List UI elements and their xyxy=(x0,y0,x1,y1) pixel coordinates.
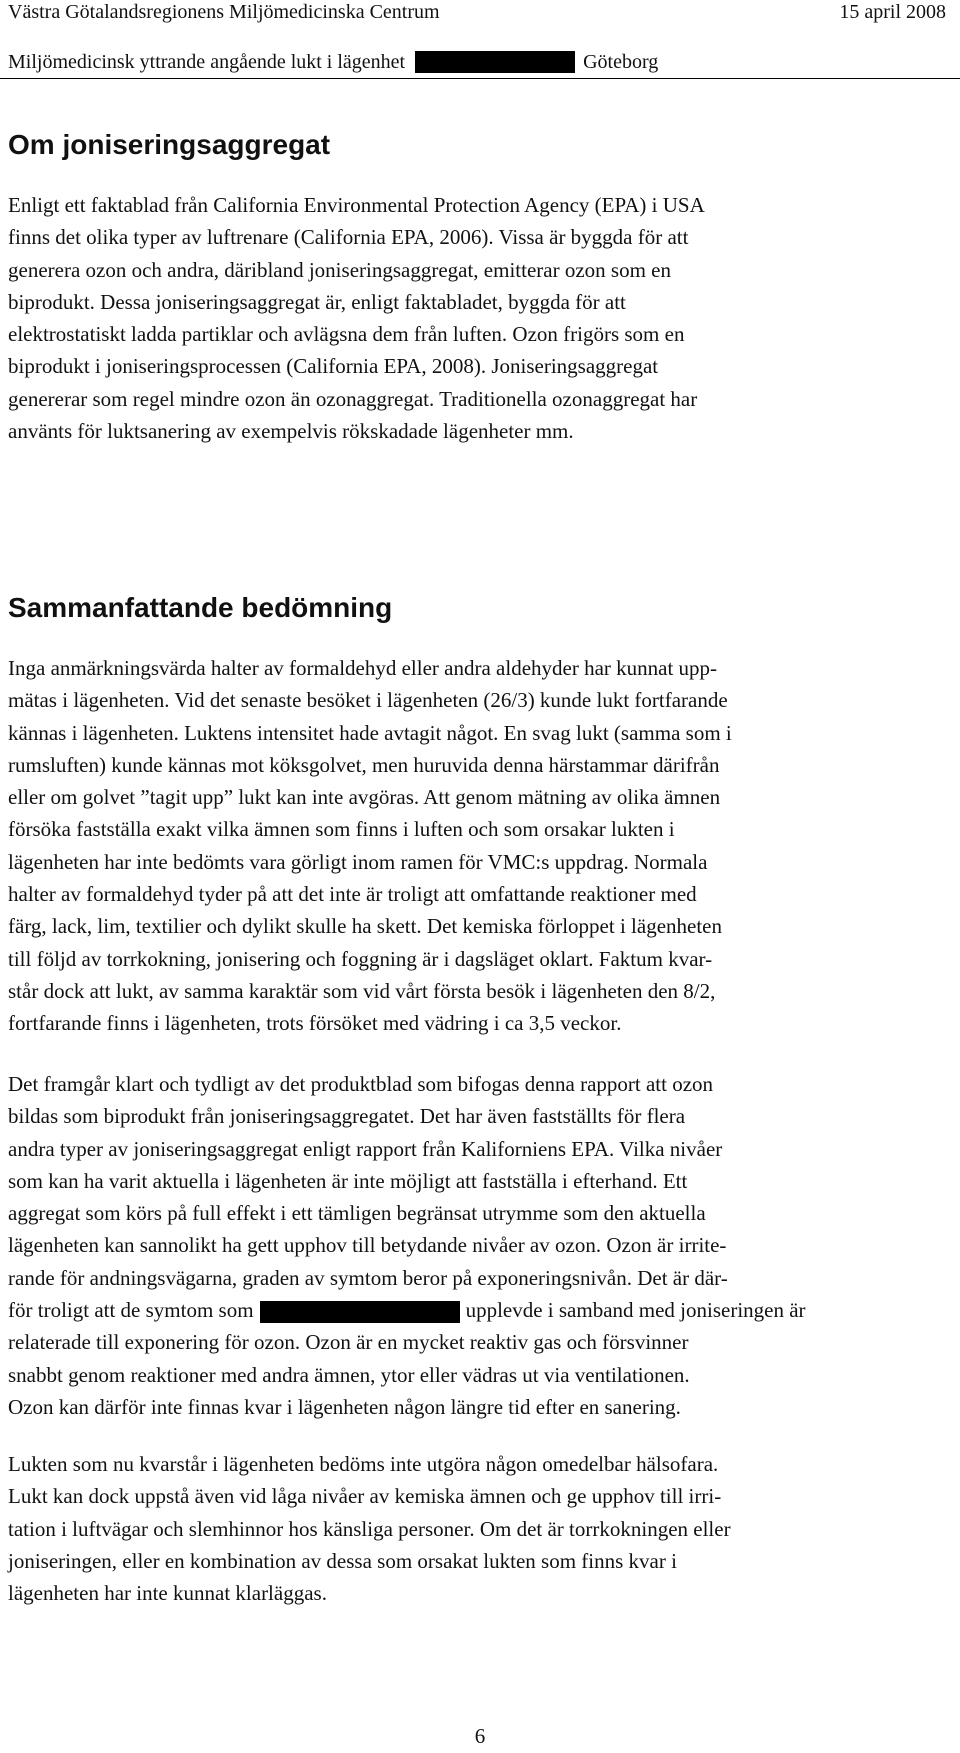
text-line: joniseringen, eller en kombination av dessa som orsakat lukten som finns kvar i xyxy=(8,1548,677,1573)
header-date: 15 april 2008 xyxy=(839,1,946,23)
text-line: rumsluften) kunde kännas mot köksgolvet, men huruvida denna härstammar därifrån xyxy=(8,752,720,777)
text-line: försöka fastställa exakt vilka ämnen som finns i luften och som orsakar lukten i xyxy=(8,817,675,842)
text-line: generera ozon och andra, däribland joniseringsaggregat, emitterar ozon som en xyxy=(8,257,671,282)
text-line: Inga anmärkningsvärda halter av formaldehyd eller andra aldehyder har kunnat upp- xyxy=(8,656,718,680)
text-line: halter av formaldehyd tyder på att det inte är troligt att omfattande reaktioner med xyxy=(8,882,697,907)
text-line: Lukt kan dock uppstå även vid låga nivåer av kemiska ämnen och ge upphov till irri- xyxy=(8,1484,722,1509)
text-line: använts för luktsanering av exempelvis rökskadade lägenheter mm. xyxy=(8,419,574,444)
section-heading-joniseringsaggregat: Om joniseringsaggregat xyxy=(8,129,331,160)
header-organization: Västra Götalandsregionens Miljömedicinska Centrum xyxy=(8,1,440,23)
text-line: bildas som biprodukt från joniseringsaggregatet. Det har även fastställts för flera xyxy=(8,1104,686,1129)
header-divider xyxy=(0,78,960,79)
page-number: 6 xyxy=(474,1724,486,1748)
section-heading-sammanfattande-bedomning: Sammanfattande bedömning xyxy=(8,592,393,623)
text-line: biprodukt. Dessa joniseringsaggregat är, enligt faktabladet, byggda för att xyxy=(8,289,626,314)
text-line: andra typer av joniseringsaggregat enligt rapport från Kaliforniens EPA. Vilka nivåer xyxy=(8,1136,723,1161)
paragraph xyxy=(8,652,958,1040)
text-line: genererar som regel mindre ozon än ozonaggregat. Traditionella ozonaggregat har xyxy=(8,386,698,411)
text-line: tation i luftvägar och slemhinnor hos känsliga personer. Om det är torrkokningen eller xyxy=(8,1516,731,1541)
text-line: lägenheten kan sannolikt ha gett upphov till betydande nivåer av ozon. Ozon är irrite- xyxy=(8,1233,727,1258)
header-city: Göteborg xyxy=(583,51,659,73)
text-line: färg, lack, lim, textilier och dylikt skulle ha skett. Det kemiska förloppet i lägenheten xyxy=(8,914,722,939)
text-line: kännas i lägenheten. Luktens intensitet hade avtagit något. En svag lukt (samma som i xyxy=(8,720,732,745)
text-line: finns det olika typer av luftrenare (California EPA, 2006). Vissa är byggda för att xyxy=(8,225,689,250)
text-line: snabbt genom reaktioner med andra ämnen, ytor eller vädras ut via ventilationen. xyxy=(8,1362,690,1387)
text-line: Det framgår klart och tydligt av det produktblad som bifogas denna rapport att ozon xyxy=(8,1072,714,1096)
paragraph xyxy=(8,1068,958,1423)
text-line: Ozon kan därför inte finnas kvar i lägenheten någon längre tid efter en sanering. xyxy=(8,1394,681,1419)
document-header xyxy=(8,0,946,24)
text-fragment: för troligt att de symtom som xyxy=(8,1298,254,1323)
redaction-block xyxy=(415,51,575,73)
text-line: mätas i lägenheten. Vid det senaste besöket i lägenheten (26/3) kunde lukt fortfarande xyxy=(8,688,728,713)
text-line: lägenheten har inte kunnat klarläggas. xyxy=(8,1581,327,1606)
text-line: elektrostatiskt ladda partiklar och avlägsna dem från luften. Ozon frigörs som en xyxy=(8,322,685,347)
text-line: eller om golvet ”tagit upp” lukt kan inte avgöras. Att genom mätning av olika ämnen xyxy=(8,785,721,810)
text-line: fortfarande finns i lägenheten, trots försöket med vädring i ca 3,5 veckor. xyxy=(8,1011,622,1036)
paragraph xyxy=(8,1448,958,1609)
text-line: som kan ha varit aktuella i lägenheten är inte möjligt att fastställa i efterhand. Ett xyxy=(8,1168,688,1193)
text-line: till följd av torrkokning, jonisering och foggning är i dagsläget oklart. Faktum kvar- xyxy=(8,946,713,971)
text-line: Enligt ett faktablad från California Environmental Protection Agency (EPA) i USA xyxy=(8,193,705,217)
text-line: Lukten som nu kvarstår i lägenheten bedöms inte utgöra någon omedelbar hälsofara. xyxy=(8,1452,719,1476)
header-subject: Miljömedicinsk yttrande angående lukt i lägenhet xyxy=(8,51,406,73)
paragraph xyxy=(8,189,958,447)
text-fragment: upplevde i samband med joniseringen är xyxy=(465,1298,806,1323)
redaction-block xyxy=(260,1301,460,1323)
text-line: rande för andningsvägarna, graden av symtom beror på exponeringsnivån. Det är där- xyxy=(8,1265,728,1290)
text-line: aggregat som körs på full effekt i ett tämligen begränsat utrymme som den aktuella xyxy=(8,1201,706,1226)
document-subheader xyxy=(8,50,946,74)
text-line: relaterade till exponering för ozon. Ozon är en mycket reaktiv gas och försvinner xyxy=(8,1330,689,1355)
text-line: står dock att lukt, av samma karaktär som vid vårt första besök i lägenheten den 8/2, xyxy=(8,978,716,1003)
text-line-with-redaction xyxy=(8,1294,958,1326)
text-line: biprodukt i joniseringsprocessen (California EPA, 2008). Joniseringsaggregat xyxy=(8,354,659,379)
text-line: lägenheten har inte bedömts vara görligt inom ramen för VMC:s uppdrag. Normala xyxy=(8,849,708,874)
